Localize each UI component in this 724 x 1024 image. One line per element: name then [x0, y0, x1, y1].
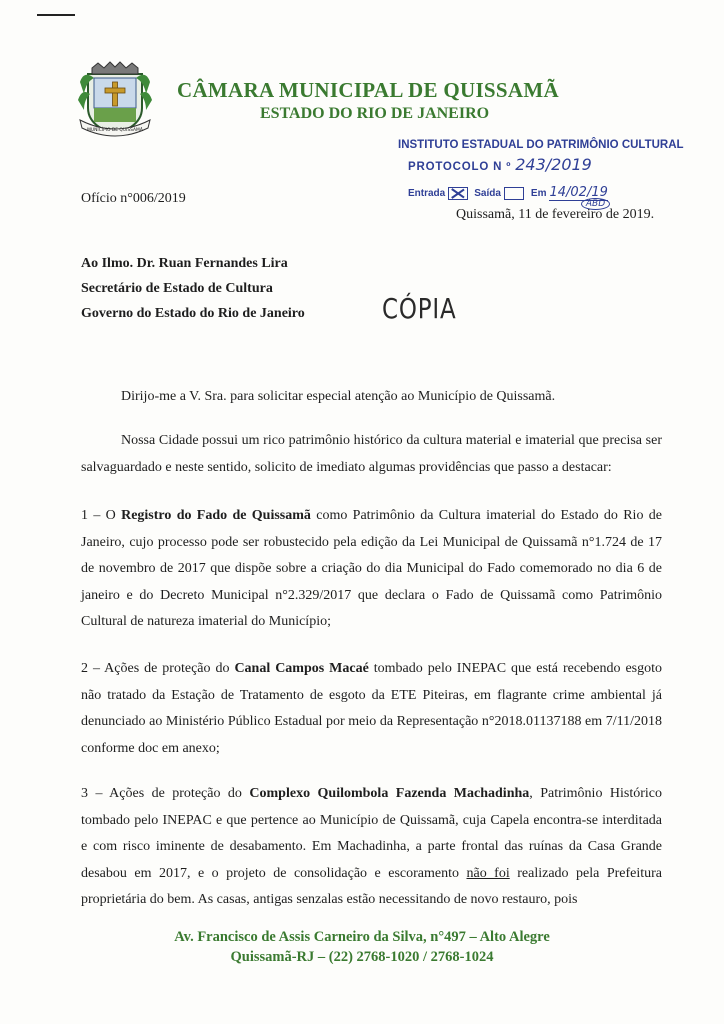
footer-phone: Quissamã-RJ – (22) 2768-1020 / 2768-1024 [230, 949, 494, 965]
item-2-text: tombado pelo INEPAC que está recebendo esgoto não tratado da Estação de Tratamento de esgoto da ETE Piteiras, em flagrante crime ambiental já denunciado ao Ministério Público Estadual por meio da Representação n°2018.01137188 em 7/11/2018 conforme doc em anexo; [81, 661, 663, 756]
municipal-crest-icon [74, 60, 156, 142]
intro-paragraph: Dirijo-me a V. Sra. para solicitar especial atenção ao Município de Quissamã. [121, 389, 556, 404]
addressee-name: Ao Ilmo. Dr. Ruan Fernandes Lira [81, 256, 288, 271]
item-1-highlight: Registro do Fado de Quissamã [121, 508, 311, 523]
stamp-initials: ABD [581, 198, 610, 210]
header-title: CÂMARA MUNICIPAL DE QUISSAMÃ [177, 78, 559, 102]
stamp-protocol-label: PROTOCOLO N º [408, 161, 512, 173]
stamp-institute: INSTITUTO ESTADUAL DO PATRIMÔNIO CULTURAL [398, 139, 684, 151]
oficio-number: Ofício n°006/2019 [81, 191, 186, 206]
stamp-saida-label: Saída [474, 187, 501, 199]
item-1-paragraph [81, 503, 662, 636]
stamp-protocol [408, 155, 592, 174]
stamp-em-label: Em [530, 187, 547, 199]
copia-stamp: CÓPIA [382, 292, 457, 325]
item-3-text: , Patrimônio Histórico tombado pelo INEPAC e que pertence ao Município de Quissamã, cuja Capela encontra-se interditada e com risco iminente de desabamento. Em Machadinha, a parte frontal das ruínas da Casa Grande desabou em 2017, e o projeto de consolidação e escoramento [81, 786, 663, 881]
stamp-protocol-number: 243/2019 [515, 155, 592, 174]
addressee-office: Governo do Estado do Rio de Janeiro [81, 306, 305, 321]
item-2-highlight: Canal Campos Macaé [234, 661, 369, 676]
context-paragraph: Nossa Cidade possui um rico patrimônio histórico da cultura material e imaterial que precisa ser salvaguardado e neste sentido, solicito de imediato algumas providências que passo a destacar: [81, 433, 662, 475]
item-3-prefix: 3 – Ações de proteção do [81, 786, 250, 801]
footer-address: Av. Francisco de Assis Carneiro da Silva, n°497 – Alto Alegre [174, 929, 550, 945]
item-3-highlight: Complexo Quilombola Fazenda Machadinha [249, 786, 530, 801]
top-edge-mark [37, 14, 75, 16]
item-3-underlined: não foi [466, 865, 510, 881]
item-1-text: como Patrimônio da Cultura imaterial do Estado do Rio de Janeiro, cujo processo pode ser robustecido pela edição da Lei Municipal de Quissamã n°1.724 de 17 de novembro de 2017 que dispõe sobre a criação do dia Municipal do Fado comemorado no dia 6 de janeiro e do Decreto Municipal n°2.329/2017 que declara o Fado de Quissamã como Patrimônio Cultural de natureza imaterial do Município; [81, 508, 662, 629]
stamp-entrada-checkbox [448, 187, 468, 200]
addressee-title: Secretário de Estado de Cultura [81, 281, 273, 296]
stamp-saida-checkbox [504, 187, 524, 200]
item-3-paragraph [81, 781, 662, 914]
item-2-prefix: 2 – Ações de proteção do [81, 661, 235, 676]
item-2-paragraph [81, 656, 662, 762]
stamp-entrada-label: Entrada [408, 187, 446, 199]
item-1-prefix: 1 – O [81, 508, 122, 523]
stamp-entry-row [408, 176, 610, 210]
letter-date: Quissamã, 11 de fevereiro de 2019. [456, 207, 655, 222]
stamp-date: 14/02/19 [549, 185, 608, 200]
crest-caption: MUNICÍPIO DE QUISSAMÃ [87, 128, 143, 133]
header-subtitle: ESTADO DO RIO DE JANEIRO [260, 105, 490, 122]
item-3-text-end: realizado pela Prefeitura proprietária do bem. As casas, antigas senzalas estão necessitando de novo restauro, pois [81, 865, 663, 907]
